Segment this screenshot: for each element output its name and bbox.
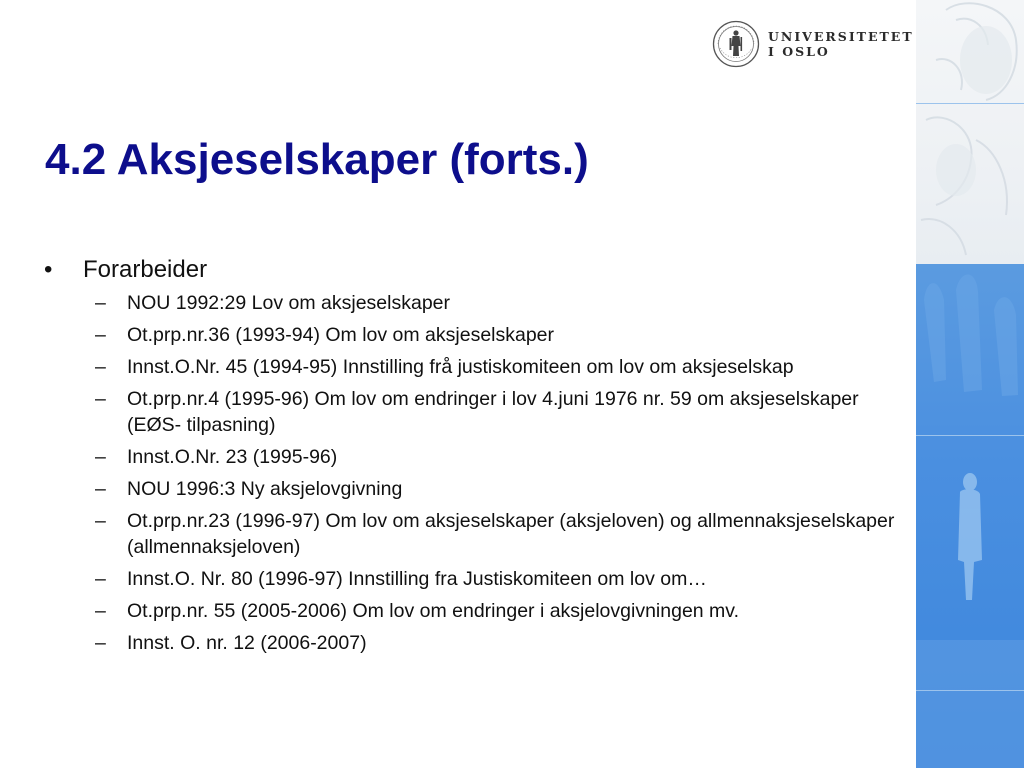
list-item xyxy=(44,508,904,560)
list-item-text: Ot.prp.nr. 55 (2005-2006) Om lov om endringer i aksjelovgivningen mv. xyxy=(127,600,740,622)
slide-body xyxy=(44,254,904,662)
dash-marker: – xyxy=(95,510,106,532)
dash-marker: – xyxy=(95,292,106,314)
list-item-text: Innst. O. nr. 12 (2006-2007) xyxy=(127,632,367,654)
dash-marker: – xyxy=(95,600,106,622)
list-item-text: Innst.O. Nr. 80 (1996-97) Innstilling fra Justiskomiteen om lov om… xyxy=(127,568,707,590)
dash-marker: – xyxy=(95,568,106,590)
bullet-marker: • xyxy=(44,256,53,283)
university-name xyxy=(768,29,914,59)
statue-relief-illustration xyxy=(916,0,1024,768)
decorative-side-panel xyxy=(916,0,1024,768)
university-name-line-1: UNIVERSITETET xyxy=(768,29,914,44)
list-item-text: Innst.O.Nr. 45 (1994-95) Innstilling frå justiskomiteen om lov om aksjeselskap xyxy=(127,356,794,378)
list-item-text: Ot.prp.nr.23 (1996-97) Om lov om aksjeselskaper (aksjeloven) og allmennaksjeselskaper (allmennaksjeloven) xyxy=(127,510,895,558)
university-logo xyxy=(712,18,912,70)
list-item xyxy=(44,598,904,624)
slide-title: 4.2 Aksjeselskaper (forts.) xyxy=(45,135,589,184)
dash-marker: – xyxy=(95,446,106,468)
list-item xyxy=(44,476,904,502)
list-item xyxy=(44,630,904,656)
sub-list xyxy=(44,290,904,656)
dash-marker: – xyxy=(95,478,106,500)
dash-marker: – xyxy=(95,324,106,346)
list-item xyxy=(44,386,904,438)
list-item xyxy=(44,566,904,592)
list-item-text: NOU 1992:29 Lov om aksjeselskaper xyxy=(127,292,450,314)
dash-marker: – xyxy=(95,388,106,410)
dash-marker: – xyxy=(95,356,106,378)
panel-divider-line xyxy=(916,435,1024,436)
list-item xyxy=(44,322,904,348)
panel-divider-line xyxy=(916,690,1024,691)
list-item-text: NOU 1996:3 Ny aksjelovgivning xyxy=(127,478,403,500)
list-item xyxy=(44,444,904,470)
university-seal-icon xyxy=(712,20,760,68)
bullet-item xyxy=(44,254,904,286)
list-item-text: Ot.prp.nr.36 (1993-94) Om lov om aksjeselskaper xyxy=(127,324,555,346)
list-item xyxy=(44,290,904,316)
dash-marker: – xyxy=(95,632,106,654)
panel-divider-line xyxy=(916,103,1024,104)
list-item-text: Innst.O.Nr. 23 (1995-96) xyxy=(127,446,338,468)
list-item xyxy=(44,354,904,380)
list-item-text: Ot.prp.nr.4 (1995-96) Om lov om endringer i lov 4.juni 1976 nr. 59 om aksjeselskaper (EØS- tilpasning) xyxy=(127,388,859,436)
bullet-text: Forarbeider xyxy=(83,256,208,283)
university-name-line-2: I OSLO xyxy=(768,44,830,59)
